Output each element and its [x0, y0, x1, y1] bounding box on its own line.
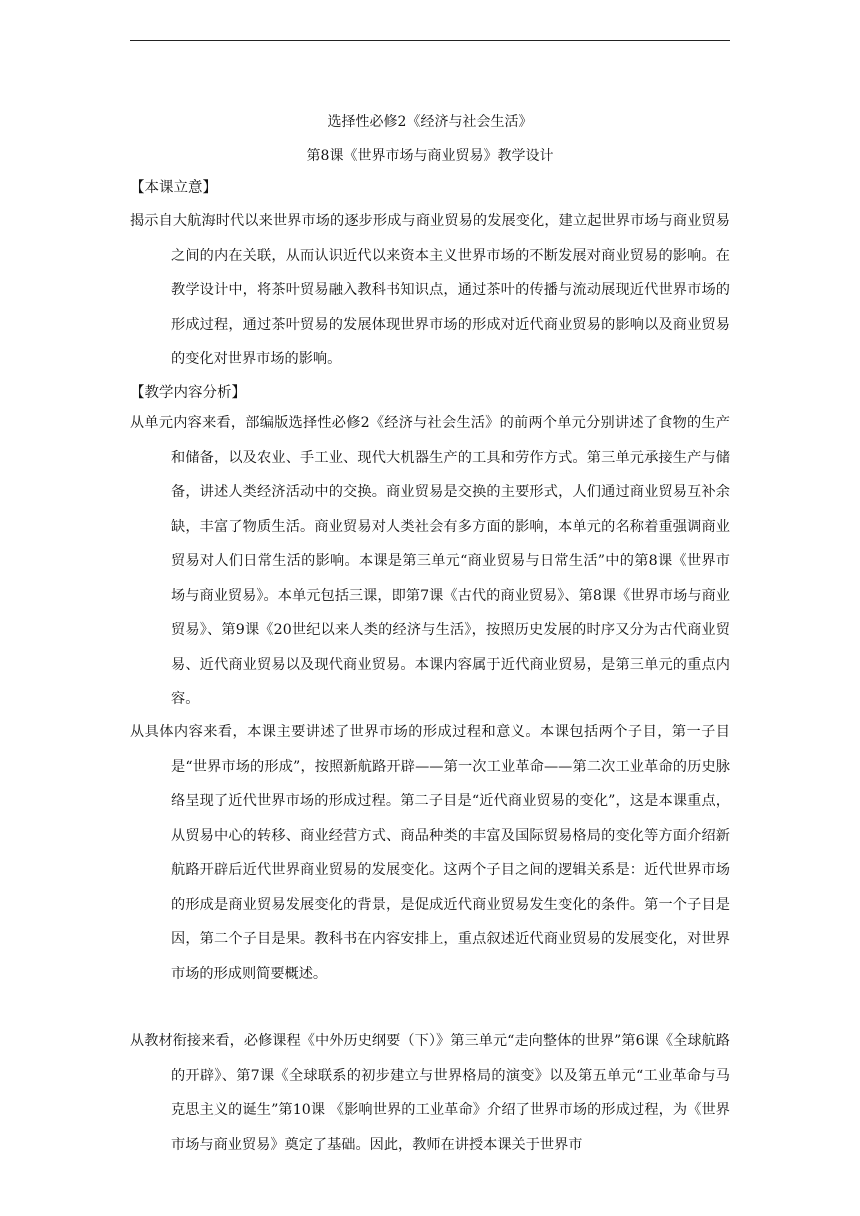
header-rule [130, 40, 730, 41]
paragraph-lesson-intent: 揭示自大航海时代以来世界市场的逐步形成与商业贸易的发展变化，建立起世界市场与商业贸易之间的内在关联，从而认识近代以来资本主义世界市场的不断发展对商业贸易的影响。在教学设计中，将茶叶贸易融入教科书知识点，通过茶叶的传播与流动展现近代世界市场的形成过程，通过茶叶贸易的发展体现世界市场的形成对近代商业贸易的影响以及商业贸易的变化对世界市场的影响。 [130, 213, 730, 367]
paragraph-specific-content: 从具体内容来看，本课主要讲述了世界市场的形成过程和意义。本课包括两个子目，第一子目是“世界市场的形成”，按照新航路开辟——第一次工业革命——第二次工业革命的历史脉络呈现了近代世界市场的形成过程。第二子目是“近代商业贸易的变化”，这是本课重点，从贸易中心的转移、商业经营方式、商品种类的丰富及国际贸易格局的变化等方面介绍新航路开辟后近代世界商业贸易的发展变化。这两个子目之间的逻辑关系是：近代世界市场的形成是商业贸易发展变化的背景，是促成近代商业贸易发生变化的条件。第一个子目是因，第二个子目是果。教科书在内容安排上，重点叙述近代商业贸易的发展变化，对世界市场的形成则简要概述。 [130, 724, 730, 982]
paragraph-textbook-connection: 从教材衔接来看，必修课程《中外历史纲要（下）》第三单元“走向整体的世界”第6课《全球航路的开辟》、第7课《全球联系的初步建立与世界格局的演变》以及第五单元“工业革命与马克思主义的诞生”第10课 《影响世界的工业革命》介绍了世界市场的形成过程，为《世界市场与商业贸易》奠定了基础。因此，教师在讲授本课关于世界市 [130, 1033, 730, 1153]
paragraph-unit-content: 从单元内容来看，部编版选择性必修2《经济与社会生活》的前两个单元分别讲述了食物的生产和储备，以及农业、手工业、现代大机器生产的工具和劳作方式。第三单元承接生产与储备，讲述人类经济活动中的交换。商业贸易是交换的主要形式，人们通过商业贸易互补余缺，丰富了物质生活。商业贸易对人类社会有多方面的影响，本单元的名称着重强调商业贸易对人们日常生活的影响。本课是第三单元“商业贸易与日常生活”中的第8课《世界市场与商业贸易》。本单元包括三课，即第7课《古代的商业贸易》、第8课《世界市场与商业贸易》、第9课《20世纪以来人类的经济与生活》，按照历史发展的时序又分为古代商业贸易、近代商业贸易以及现代商业贸易。本课内容属于近代商业贸易，是第三单元的重点内容。 [130, 415, 730, 707]
section-heading-lesson-intent: 【本课立意】 [130, 180, 217, 196]
document-subtitle: 第8课《世界市场与商业贸易》教学设计 [306, 148, 554, 164]
section-heading-content-analysis: 【教学内容分析】 [130, 385, 246, 401]
document-title: 选择性必修2《经济与社会生活》 [327, 114, 533, 130]
